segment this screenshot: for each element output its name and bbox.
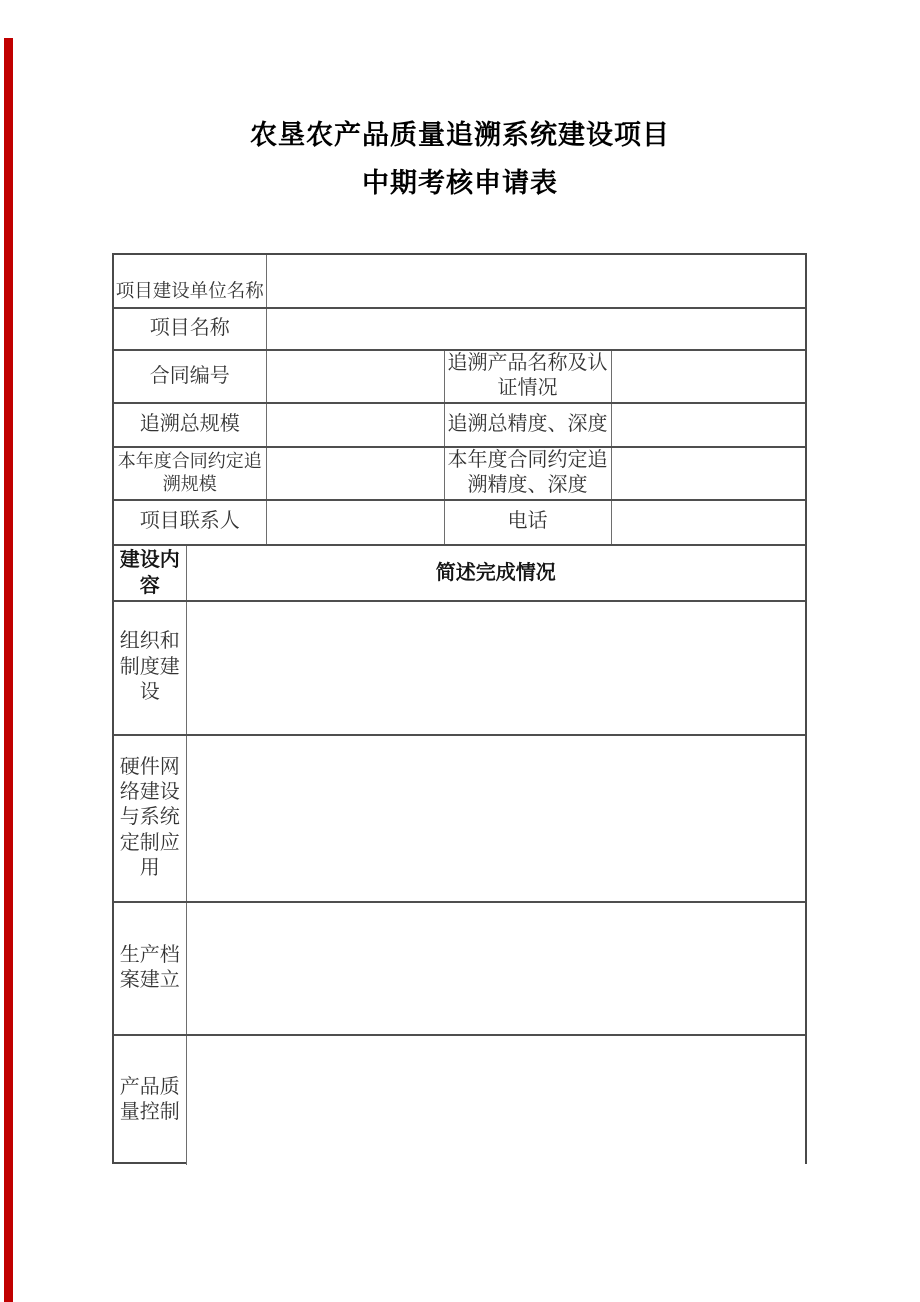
field-label-year-scale: 本年度合同约定追溯规模: [114, 447, 266, 500]
table-row: [114, 1035, 805, 1165]
row-label-product-quality: 产品质量控制: [114, 1035, 186, 1165]
page-edge-marker: [4, 38, 13, 1302]
field-value-unit-name: [266, 255, 805, 308]
field-label-phone: 电话: [444, 500, 611, 545]
document-title-line1: 农垦农产品质量追溯系统建设项目: [250, 120, 670, 150]
table-row: [114, 255, 805, 308]
document-title-line2: 中期考核申请表: [362, 168, 558, 198]
progress-table: [114, 546, 805, 1165]
field-value-total-precision: [611, 403, 805, 447]
field-label-unit-name: 项目建设单位名称: [114, 255, 266, 308]
field-value-project-name: [266, 308, 805, 350]
table-row: [114, 500, 805, 545]
table-row: [114, 308, 805, 350]
row-value-organization-system: [186, 601, 805, 735]
field-label-project-name: 项目名称: [114, 308, 266, 350]
field-value-year-scale: [266, 447, 444, 500]
row-label-production-archive: 生产档案建立: [114, 902, 186, 1035]
application-form-table: [112, 253, 807, 1164]
table-row: [114, 447, 805, 500]
table-row: [114, 403, 805, 447]
column-header-construction-content: 建设内容: [114, 546, 186, 601]
basic-info-table: [114, 255, 805, 546]
row-value-production-archive: [186, 902, 805, 1035]
field-label-traced-product: 追溯产品名称及认证情况: [444, 350, 611, 403]
row-label-organization-system: 组织和制度建设: [114, 601, 186, 735]
row-value-product-quality: [186, 1035, 805, 1165]
field-label-contract-no: 合同编号: [114, 350, 266, 403]
row-label-hardware-network: 硬件网络建设与系统定制应用: [114, 735, 186, 902]
column-header-completion-status: 简述完成情况: [186, 546, 805, 601]
table-row: [114, 902, 805, 1035]
table-header-row: [114, 546, 805, 601]
field-label-total-precision: 追溯总精度、深度: [444, 403, 611, 447]
field-label-contact-person: 项目联系人: [114, 500, 266, 545]
field-label-total-scale: 追溯总规模: [114, 403, 266, 447]
field-value-contact-person: [266, 500, 444, 545]
row-value-hardware-network: [186, 735, 805, 902]
table-row: [114, 350, 805, 403]
field-value-year-precision: [611, 447, 805, 500]
field-value-total-scale: [266, 403, 444, 447]
field-value-contract-no: [266, 350, 444, 403]
field-value-traced-product: [611, 350, 805, 403]
field-value-phone: [611, 500, 805, 545]
table-row: [114, 735, 805, 902]
table-row: [114, 601, 805, 735]
field-label-year-precision: 本年度合同约定追溯精度、深度: [444, 447, 611, 500]
